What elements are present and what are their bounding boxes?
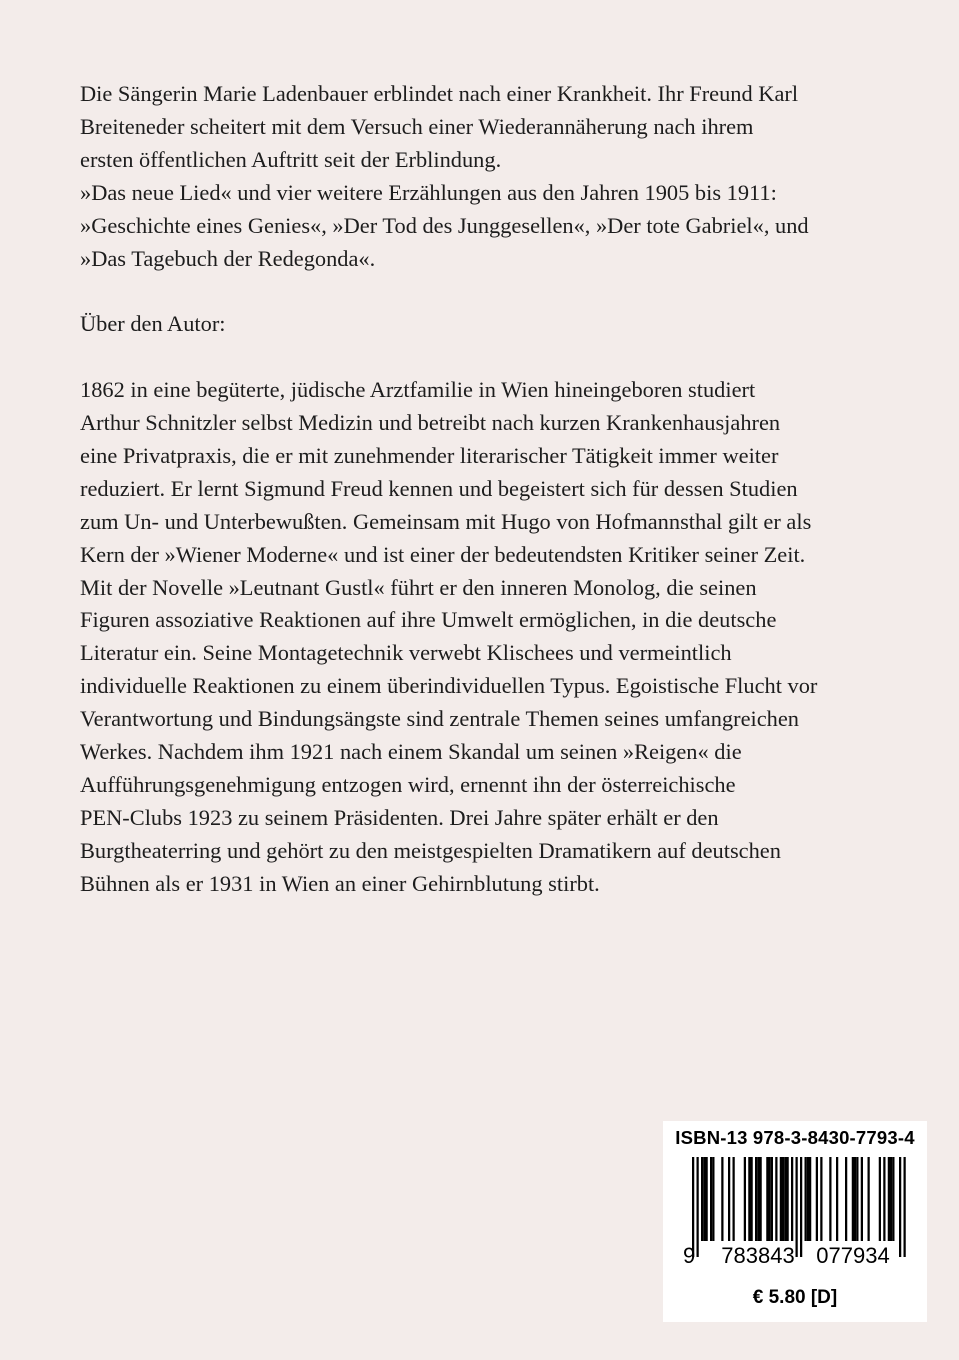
barcode-bar — [760, 1157, 762, 1241]
bio-line: Aufführungsgenehmigung entzogen wird, ernennt ihn der österreichische — [80, 772, 736, 797]
bio-line: Figuren assoziative Reaktionen auf ihre Umwelt ermöglichen, in die deutsche — [80, 607, 777, 633]
barcode-first-digit: 9 — [683, 1243, 696, 1268]
barcode-bar — [845, 1157, 847, 1241]
barcode-bar — [755, 1157, 757, 1241]
barcode-bar — [787, 1157, 789, 1241]
bio-line: eine Privatpraxis, die er mit zunehmender literarischer Tätigkeit immer weiter — [80, 442, 779, 468]
barcode-bar — [748, 1157, 750, 1241]
barcode-bar — [766, 1157, 768, 1241]
barcode-guard-bar — [800, 1157, 802, 1257]
summary-line: »Das neue Lied« und vier weitere Erzählungen aus den Jahren 1905 bis 1911: — [80, 179, 777, 205]
barcode-guard-bar — [697, 1157, 699, 1257]
bio-line: Arthur Schnitzler selbst Medizin und betreibt nach kurzen Krankenhausjahren — [80, 410, 781, 436]
bio-line: Mit der Novelle »Leutnant Gustl« führt er den inneren Monolog, die seinen — [80, 574, 757, 600]
summary-line: »Geschichte eines Genies«, »Der Tod des Junggesellen«, »Der tote Gabriel«, und — [80, 212, 809, 238]
bio-line: Kern der »Wiener Moderne« und ist einer der bedeutendsten Kritiker seiner Zeit. — [80, 541, 806, 567]
barcode-bar — [706, 1157, 708, 1241]
barcode-bar — [816, 1157, 818, 1241]
summary-line: Breiteneder scheitert mit dem Versuch einer Wiederannäherung nach ihrem — [80, 113, 754, 139]
paragraph-gap — [80, 341, 880, 374]
barcode-bar — [712, 1157, 714, 1241]
barcode-guard-bar — [904, 1157, 906, 1257]
bio-line: Burgtheaterring und gehört zu den meistgespielten Dramatikern auf deutschen — [80, 837, 781, 863]
barcode-bar — [892, 1157, 894, 1241]
author-bio-paragraph — [80, 374, 880, 901]
bio-line: Literatur ein. Seine Montagetechnik verwebt Klischees und vermeintlich — [80, 640, 732, 666]
barcode-bar — [784, 1157, 786, 1241]
barcode-guard-bar — [796, 1157, 798, 1257]
barcode-right-digits: 077934 — [816, 1243, 890, 1268]
barcode-guard-bar — [899, 1157, 901, 1257]
barcode-bar — [888, 1157, 890, 1241]
barcode-bar — [807, 1157, 809, 1241]
barcode-bar — [744, 1157, 746, 1241]
barcode-bar — [890, 1157, 892, 1241]
bio-line: 1862 in eine begüterte, jüdische Arztfamilie in Wien hineingeboren studiert — [80, 377, 756, 403]
barcode-bar — [820, 1157, 822, 1241]
summary-line: »Das Tagebuch der Redegonda«. — [80, 245, 376, 271]
bio-line: PEN-Clubs 1923 zu seinem Präsidenten. Drei Jahre später erhält er den — [80, 804, 719, 830]
barcode-bar — [829, 1157, 831, 1241]
barcode-bar — [861, 1157, 863, 1241]
bio-line: zum Un- und Unterbewußten. Gemeinsam mit Hugo von Hofmannsthal gilt er als — [80, 508, 812, 534]
barcode-bar — [751, 1157, 753, 1241]
barcode-bar — [757, 1157, 759, 1241]
barcode-bar — [701, 1157, 703, 1241]
paragraph-gap — [80, 275, 880, 308]
barcode-bar — [710, 1157, 712, 1241]
barcode-bar — [868, 1157, 870, 1241]
isbn-label: ISBN-13 978-3-8430-7793-4 — [675, 1127, 915, 1148]
bio-line: Verantwortung und Bindungsängste sind zentrale Themen seines umfangreichen — [80, 706, 800, 732]
barcode-bar — [852, 1157, 854, 1241]
barcode-bar — [883, 1157, 885, 1241]
barcode-bar — [836, 1157, 838, 1241]
barcode-bar — [782, 1157, 784, 1241]
barcode-bar — [856, 1157, 858, 1241]
barcode-bar — [703, 1157, 705, 1241]
barcode-bar — [728, 1157, 730, 1241]
summary-paragraph — [80, 78, 880, 275]
barcode-guard-bar — [692, 1157, 694, 1257]
barcode-bar — [791, 1157, 793, 1241]
barcode-box — [663, 1121, 927, 1322]
summary-line: Die Sängerin Marie Ladenbauer erblindet nach einer Krankheit. Ihr Freund Karl — [80, 81, 799, 106]
barcode-bar — [721, 1157, 723, 1241]
blurb-text — [80, 78, 880, 901]
bio-line: Bühnen als er 1931 in Wien an einer Gehirnblutung stirbt. — [80, 870, 600, 896]
barcode-bar — [879, 1157, 881, 1241]
price-label: € 5.80 [D] — [752, 1287, 838, 1308]
barcode-bar — [733, 1157, 735, 1241]
barcode-bar — [809, 1157, 811, 1241]
barcode-bar — [775, 1157, 777, 1241]
barcode-bar — [805, 1157, 807, 1241]
barcode-bar — [769, 1157, 771, 1241]
barcode-bar — [771, 1157, 773, 1241]
barcode-bar — [854, 1157, 856, 1241]
bio-line: Werkes. Nachdem ihm 1921 nach einem Skandal um seinen »Reigen« die — [80, 739, 742, 765]
bio-line: reduziert. Er lernt Sigmund Freud kennen und begeistert sich für dessen Studien — [80, 475, 798, 501]
barcode-bar — [780, 1157, 782, 1241]
barcode-left-digits: 783843 — [721, 1243, 795, 1268]
bio-line: individuelle Reaktionen zu einem überindividuellen Typus. Egoistische Flucht vor — [80, 673, 818, 699]
author-heading: Über den Autor: — [80, 311, 226, 337]
summary-line: ersten öffentlichen Auftritt seit der Erblindung. — [80, 146, 502, 172]
